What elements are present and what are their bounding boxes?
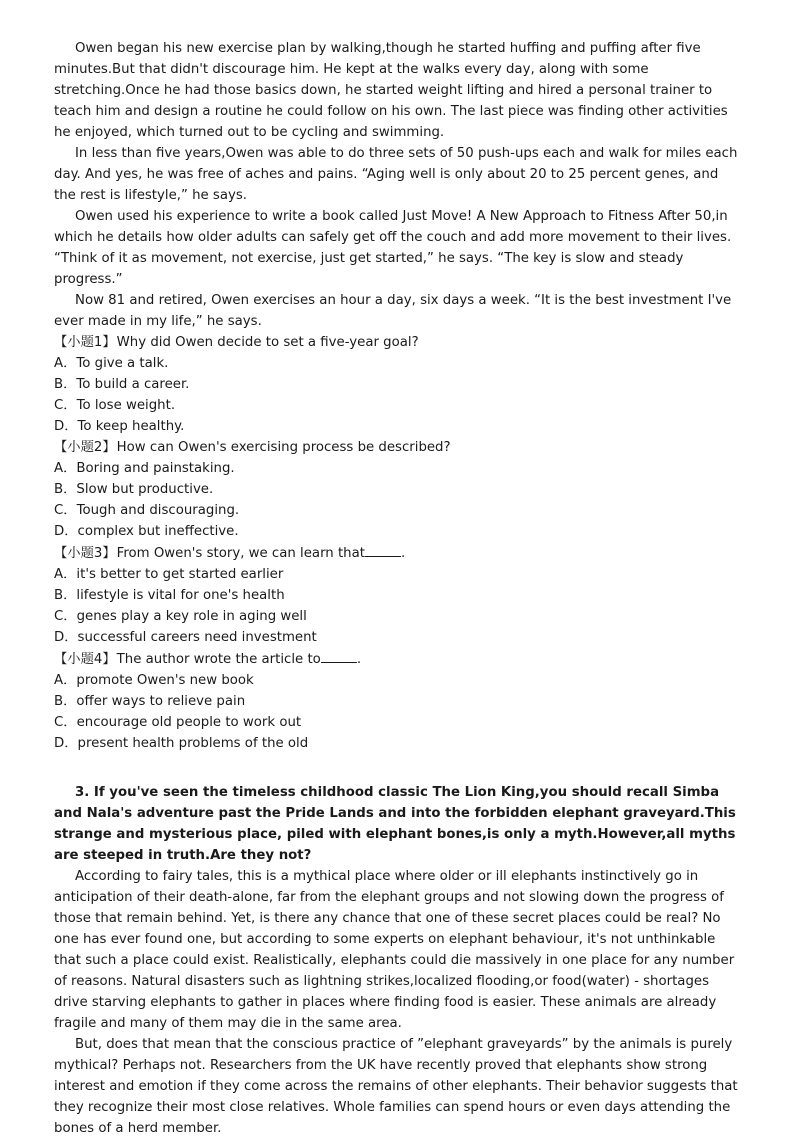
question-number: 【小题4】 bbox=[54, 652, 116, 667]
question-stem bbox=[54, 542, 744, 564]
question-2 bbox=[54, 437, 744, 542]
option-text: To build a career. bbox=[76, 377, 190, 392]
question-number: 【小题2】 bbox=[54, 440, 116, 455]
option-letter: B． bbox=[54, 588, 77, 603]
option-c bbox=[54, 395, 744, 416]
option-d bbox=[54, 627, 744, 648]
answer-blank bbox=[321, 648, 357, 663]
question-end: . bbox=[356, 652, 362, 667]
option-a bbox=[54, 458, 744, 479]
option-letter: A． bbox=[54, 461, 77, 476]
option-text: Slow but productive. bbox=[76, 482, 214, 497]
option-letter: B． bbox=[54, 694, 77, 709]
question-end: . bbox=[400, 546, 406, 561]
option-text: promote Owen's new book bbox=[76, 673, 254, 688]
option-letter: A． bbox=[54, 567, 77, 582]
option-text: present health problems of the old bbox=[77, 736, 309, 751]
option-text: encourage old people to work out bbox=[76, 715, 302, 730]
question-text: How can Owen's exercising process be described? bbox=[116, 440, 451, 455]
question-4 bbox=[54, 648, 744, 754]
section-spacer bbox=[54, 754, 744, 782]
question-text: The author wrote the article to bbox=[116, 652, 321, 667]
option-text: successful careers need investment bbox=[77, 630, 317, 645]
option-b bbox=[54, 374, 744, 395]
option-text: it's better to get started earlier bbox=[76, 567, 284, 582]
option-text: offer ways to relieve pain bbox=[76, 694, 246, 709]
question-number: 【小题3】 bbox=[54, 546, 116, 561]
option-d bbox=[54, 733, 744, 754]
section3-intro: 3. If you've seen the timeless childhood classic The Lion King,you should recall Simba and Nala's adventure past the Pride Lands and into the forbidden elephant graveyard.This strange and mysterious place, piled with elephant bones,is only a myth.However,all myths are steeped in truth.Are they not? bbox=[54, 785, 736, 863]
option-letter: B． bbox=[54, 377, 77, 392]
question-number: 【小题1】 bbox=[54, 335, 116, 350]
option-letter: D． bbox=[54, 524, 78, 539]
option-b bbox=[54, 479, 744, 500]
option-text: To give a talk. bbox=[76, 356, 169, 371]
question-1 bbox=[54, 332, 744, 437]
option-letter: D． bbox=[54, 630, 78, 645]
option-letter: D． bbox=[54, 419, 78, 434]
option-a bbox=[54, 353, 744, 374]
option-d bbox=[54, 416, 744, 437]
passage-paragraph-3: Owen used his experience to write a book called Just Move! A New Approach to Fitness After 50,in which he details how older adults can safely get off the couch and add more movement to their lives. “Think of it as movement, not exercise, just get started,” he says. “The key is slow and steady progress.” bbox=[54, 209, 732, 287]
option-c bbox=[54, 606, 744, 627]
question-stem bbox=[54, 332, 744, 353]
option-letter: B． bbox=[54, 482, 77, 497]
option-c bbox=[54, 712, 744, 733]
option-a bbox=[54, 564, 744, 585]
option-text: To keep healthy. bbox=[77, 419, 185, 434]
option-b bbox=[54, 585, 744, 606]
answer-blank bbox=[365, 542, 401, 557]
section3-paragraph-1: According to fairy tales, this is a mythical place where older or ill elephants instinctively go in anticipation of their death-alone, far from the elephant groups and not slowing down the progress of those that remain behind. Yet, is there any chance that one of these secret places could be real? No one has ever found one, but according to some experts on elephant behaviour, it's not unthinkable that such a place could exist. Realistically, elephants could die massively in one place for any number of reasons. Natural disasters such as lightning strikes,localized flooding,or food(water) - shortages drive starving elephants to gather in places where finding food is easier. These animals are already fragile and many of them may die in the same area. bbox=[54, 869, 735, 1031]
question-text: Why did Owen decide to set a five-year goal? bbox=[116, 335, 419, 350]
option-text: complex but ineffective. bbox=[77, 524, 239, 539]
option-text: lifestyle is vital for one's health bbox=[76, 588, 285, 603]
document-page bbox=[54, 38, 744, 1139]
option-d bbox=[54, 521, 744, 542]
question-3 bbox=[54, 542, 744, 648]
option-a bbox=[54, 670, 744, 691]
option-letter: C． bbox=[54, 715, 77, 730]
option-c bbox=[54, 500, 744, 521]
question-text: From Owen's story, we can learn that bbox=[116, 546, 365, 561]
option-letter: A． bbox=[54, 356, 77, 371]
passage-paragraph-4: Now 81 and retired, Owen exercises an hour a day, six days a week. “It is the best investment I've ever made in my life,” he says. bbox=[54, 293, 732, 329]
option-text: genes play a key role in aging well bbox=[76, 609, 307, 624]
option-b bbox=[54, 691, 744, 712]
option-letter: D． bbox=[54, 736, 78, 751]
passage-paragraph-2: In less than five years,Owen was able to do three sets of 50 push-ups each and walk for miles each day. And yes, he was free of aches and pains. “Aging well is only about 20 to 25 percent genes, and the rest is lifestyle,” he says. bbox=[54, 146, 738, 203]
passage-paragraph-1: Owen began his new exercise plan by walking,though he started huffing and puffing after five minutes.But that didn't discourage him. He kept at the walks every day, along with some stretching.Once he had those basics down, he started weight lifting and hired a personal trainer to teach him and design a routine he could follow on his own. The last piece was finding other activities he enjoyed, which turned out to be cycling and swimming. bbox=[54, 41, 728, 140]
option-letter: C． bbox=[54, 609, 77, 624]
option-text: Boring and painstaking. bbox=[76, 461, 235, 476]
question-stem bbox=[54, 437, 744, 458]
option-letter: C． bbox=[54, 503, 77, 518]
option-text: Tough and discouraging. bbox=[76, 503, 240, 518]
option-letter: C． bbox=[54, 398, 77, 413]
section3-paragraph-2: But, does that mean that the conscious practice of ”elephant graveyards” by the animals is purely mythical? Perhaps not. Researchers from the UK have recently proved that elephants show strong interest and emotion if they come across the remains of other elephants. Their behavior suggests that they recognize their most close relatives. Whole families can spend hours or even days attending the bones of a herd member. bbox=[54, 1037, 738, 1136]
option-letter: A． bbox=[54, 673, 77, 688]
option-text: To lose weight. bbox=[76, 398, 176, 413]
question-stem bbox=[54, 648, 744, 670]
